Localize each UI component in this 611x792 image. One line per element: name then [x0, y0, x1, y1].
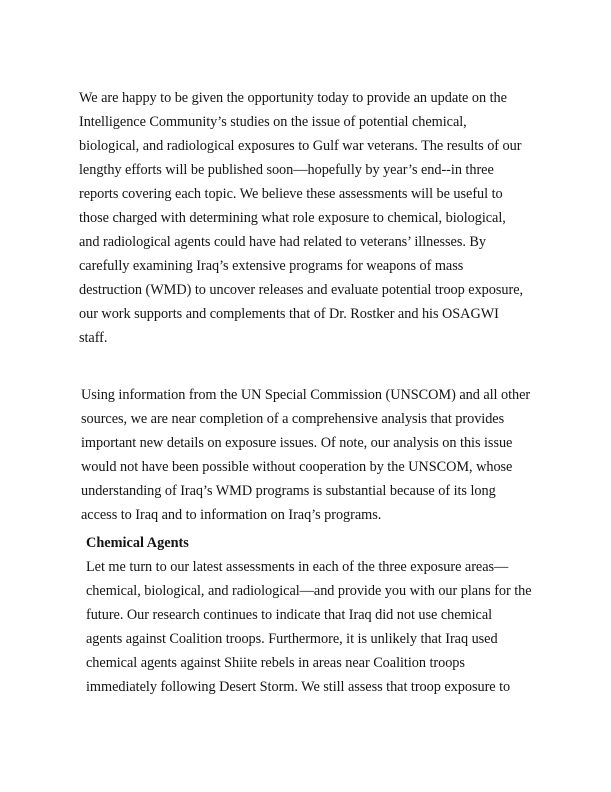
text-line: carefully examining Iraq’s extensive programs for weapons of mass: [79, 258, 464, 274]
text-line: sources, we are near completion of a comprehensive analysis that provides: [81, 411, 505, 427]
unscom-paragraph: [81, 383, 551, 527]
text-line: chemical, biological, and radiological—and provide you with our plans for the: [86, 583, 532, 599]
text-line: reports covering each topic. We believe these assessments will be useful to: [79, 186, 503, 202]
text-line: access to Iraq and to information on Iraq’s programs.: [81, 507, 382, 523]
intro-paragraph: [79, 86, 549, 350]
text-line: staff.: [79, 330, 108, 346]
section-heading: Chemical Agents: [86, 535, 189, 551]
text-line: Using information from the UN Special Commission (UNSCOM) and all other: [81, 387, 531, 403]
text-line: lengthy efforts will be published soon—hopefully by year’s end--in three: [79, 162, 494, 178]
text-line: agents against Coalition troops. Furthermore, it is unlikely that Iraq used: [86, 631, 498, 647]
text-line: understanding of Iraq’s WMD programs is substantial because of its long: [81, 483, 496, 499]
text-line: immediately following Desert Storm. We still assess that troop exposure to: [86, 679, 511, 695]
text-line: Let me turn to our latest assessments in each of the three exposure areas—: [86, 559, 509, 575]
text-line: those charged with determining what role exposure to chemical, biological,: [79, 210, 506, 226]
text-line: destruction (WMD) to uncover releases and evaluate potential troop exposure,: [79, 282, 524, 298]
text-line: Intelligence Community’s studies on the issue of potential chemical,: [79, 114, 467, 130]
text-line: important new details on exposure issues. Of note, our analysis on this issue: [81, 435, 513, 451]
text-line: future. Our research continues to indicate that Iraq did not use chemical: [86, 607, 493, 623]
chemical-agents-paragraph: [86, 555, 556, 699]
text-line: biological, and radiological exposures to Gulf war veterans. The results of our: [79, 138, 522, 154]
text-line: and radiological agents could have had related to veterans’ illnesses. By: [79, 234, 486, 250]
text-line: We are happy to be given the opportunity today to provide an update on the: [79, 90, 507, 106]
text-line: our work supports and complements that of Dr. Rostker and his OSAGWI: [79, 306, 499, 322]
text-line: chemical agents against Shiite rebels in areas near Coalition troops: [86, 655, 465, 671]
text-line: would not have been possible without cooperation by the UNSCOM, whose: [81, 459, 513, 475]
